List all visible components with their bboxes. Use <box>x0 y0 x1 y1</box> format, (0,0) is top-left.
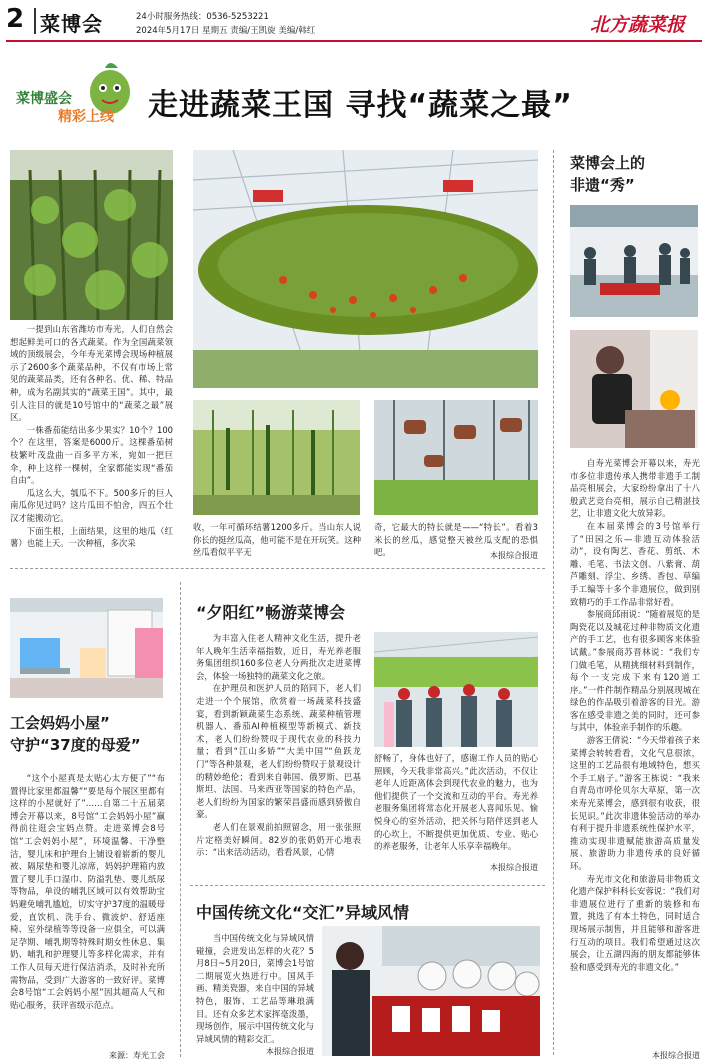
main-paragraph: 瓜这么大，瓠瓜不下。500多斤的巨人南瓜你见过吗？这片瓜田不怕舍，四五个壮汉才能搬动它。 <box>10 487 173 523</box>
mom-credit: 来源：寿光工会 <box>109 1051 165 1060</box>
main-paragraph: 一株番茄能结出多少果实？10个？100个？在这里，答案是6000斤。这棵番茄树枝繁叶茂盘曲一百多平方米，宛如一把巨伞，种上这样一棵树，全家都能实现“番茄自由”。 <box>10 424 173 486</box>
culture-body <box>196 932 314 1047</box>
elderly-col-a <box>196 632 361 882</box>
main-story-col2 <box>193 521 361 561</box>
heritage-credit: 本报综合报道 <box>652 1051 700 1060</box>
mom-paragraph: “这个小屋真是太贴心太方便了”“布置得比家里都温馨”“要是每个展区里都有这样的小屋就好了”……自第二十五届菜博会开幕以来，8号馆“工会妈妈小屋”赢得前往逛会宝妈点赞。走进菜博会8号馆“工会妈妈小屋”，环境温馨、干净整洁，婴儿床和护理台上铺设着崭新的婴儿被、隔尿垫和婴儿凉席，妈妈护理箱内放置了婴儿手口湿巾、防溢乳垫、婴儿纸尿等物品，单设的哺乳区域可以有效帮助宝妈避免哺乳尴尬，切实守护37度的温暖母爱，直饮机、洗手台、微波炉、舒适座椅、室外绿植等等设备一应俱全，可以满足孕期、哺乳期等特殊时期女性休息、集奶、哺乳和护理婴儿等多样化需求，并有工作人员每天进行保洁消杀，及时补充所需物品，受到广大游客的一致好评。菜博会8号馆“工会妈妈小屋”因其超高人气和贴心服务，获评省级示范点。 <box>10 773 165 1010</box>
section-name: 菜博会 <box>40 12 103 36</box>
column-divider <box>180 582 181 1057</box>
elderly-col-b <box>374 752 538 860</box>
heritage-body <box>570 457 700 1053</box>
heritage-paragraph: 寿光市文化和旅游局非物质文化遗产保护科科长安蓉说：“我们对非遗展位进行了重新的装修和布置，挑选了有本土特色，同时适合现场展示制售，并且能够和游客进行互动的项目。我们希望通过这次展会，让五湖四海的朋友都能够体验和感受到寿光的非遗文化。” <box>570 873 700 972</box>
elderly-credit: 本报综合报道 <box>490 863 538 872</box>
masthead <box>0 0 708 42</box>
page-number: 2 <box>6 4 25 34</box>
elderly-paragraph: 为丰富入住老人精神文化生活，提升老年人晚年生活幸福指数，近日，寿光养老服务集团组织160多位老人分两批次走进菜博会，体验一场独特的蔬菜文化之旅。 <box>196 633 361 681</box>
elderly-title: “夕阳红”畅游菜博会 <box>196 603 346 622</box>
expo-logo <box>10 60 145 130</box>
photo-luffa-gourds <box>193 400 360 515</box>
photo-heritage-artisan <box>570 330 698 448</box>
photo-mom-room <box>10 598 163 698</box>
heritage-paragraph: 自寿光菜博会开幕以来，寿光市多位非遗传承人携带非遗手工制品亮相展会，大家纷纷拿出了十八般武艺竞台亮相，展示自己精湛技艺，让非遗文化大放异彩。 <box>570 458 700 519</box>
mom-title-line1: 工会妈妈小屋” <box>10 714 110 732</box>
main-paragraph: 奇，它最大的特长就是——“特长”。看着3米长的丝瓜，感觉整天被丝瓜支配的恐惧吧。 <box>374 522 538 558</box>
main-paragraph: 下面生根，上面结果，这里的地瓜（红薯）也能上天。一次种植，多次采 <box>10 525 173 549</box>
culture-title: 中国传统文化“交汇”异域风情 <box>196 903 410 922</box>
photo-heritage-booth <box>570 205 698 317</box>
main-story-col1 <box>10 323 173 565</box>
culture-credit: 本报综合报道 <box>266 1047 314 1056</box>
photo-sweet-potato <box>374 400 538 515</box>
photo-vine-corridor <box>10 150 173 320</box>
photo-culture-exhibit <box>322 926 540 1056</box>
hotline: 24小时服务热线：0536-5253221 <box>136 12 269 22</box>
logo-line1: 菜博盛会 <box>16 91 72 107</box>
elderly-paragraph: 在护理员和医护人员的陪同下，老人们走进一个个展馆，欣赏着一场蔬菜科技盛宴，看到新颖蔬菜生态系统、蔬菜种植管理机器人、番茄AI种植模型等新模式、新技术，老人们纷纷赞叹于现代农业的科技力量；看到“江山多娇”“大美中国”“鱼跃龙门”等各种景观，老人们纷纷赞叹于景观设计的精妙绝伦；看到来自韩国、俄罗斯、巴基斯坦、法国、马来西亚等国家的特色产品，老人们纷纷为国家的繁荣昌盛而感到骄傲自豪。 <box>196 683 361 820</box>
page-headline: 走进蔬菜王国 寻找“蔬菜之最” <box>148 88 573 123</box>
culture-paragraph: 当中国传统文化与异域风情碰撞，会迸发出怎样的火花？5月8日~5月20日，菜博会1号馆二期展览火热进行中。国风手画、精美瓷器，来自中国的异域特色，服饰、工艺品等琳琅满目。还有众多艺术家挥毫泼墨，现场创作，展示中国传统文化与异域风情的精彩交汇。 <box>196 933 314 1044</box>
masthead-rule <box>6 40 702 42</box>
main-story-credit: 本报综合报道 <box>490 551 538 560</box>
masthead-divider <box>34 8 36 34</box>
paper-name: 北方蔬菜报 <box>590 14 686 36</box>
heritage-paragraph: 参展商邱雨说：“随着展览的是陶瓷花以及城花过种非物质文化遗产的手工艺，也有很多顾客来体验试戴。”参展商苏晋林说：“我们专门做毛笔，从精挑细材料到制作，每个一支完成下来有120道工序。”一件件制作精品分别展现城在绿色的作品吸引着游客的目光。游客在感受非遗之美的同时，还可参与其中，体验亲手制作的乐趣。 <box>570 609 701 733</box>
heritage-title <box>570 152 700 196</box>
heritage-title-line2: 非遗“秀” <box>570 176 635 194</box>
photo-tomato-tree <box>193 150 538 388</box>
elderly-paragraph: 老人们在景观前拍照留念，用一张张照片定格美好瞬间。82岁的张奶奶开心地表示：“出来活动活动，看看风景，心情 <box>196 821 361 858</box>
mom-title <box>10 712 185 756</box>
main-paragraph: 一提到山东省潍坊市寿光，人们自然会想起鲜美可口的各式蔬菜。作为全国蔬菜领域的顶级展会，今年寿光菜博会现场种植展示了2600多个蔬菜品种，不仅有市场上常见的蔬菜品类，还有各种名、优、稀、特品种，成为名副其实的“蔬菜王国”。其中，最引人注目的就是10号馆中的“蔬菜之最”展区。 <box>10 324 173 423</box>
mom-title-line2: 守护“37度的母爱” <box>10 736 141 754</box>
heritage-paragraph: 游客王倩说：“今天带着孩子来菜博会转转看看，文化气息很浓，这里的工艺品很有地域特色，想买个手工扇子。”游客王栋说：“我来自青岛市呼伦贝尔大草原，第一次来寿光菜博会，感到很有收获，很长见识。”此次非遗体验活动的举办有利于提升非遗系统性保护水平，推动实现非遗赋能旅游高质量发展、旅游助力非遗传承的良好循环。 <box>570 735 701 871</box>
main-paragraph: 收，一年可循环结薯1200多斤。当山东人说你长的挺丝瓜高，他可能不是在开玩笑。这种丝瓜看似平平无 <box>193 522 361 558</box>
column-divider <box>553 150 554 1055</box>
photo-elderly-visitors <box>374 632 538 747</box>
elderly-paragraph: 舒畅了，身体也好了，感谢工作人员的贴心照顾，今天我非常高兴。”此次活动，不仅让老年人近距离体会到现代农业的魅力，也为他们提供了一个交流和互动的平台。寿光养老服务集团将常态化开展老人喜闻乐见、愉悦身心的室外活动，把关怀与陪伴送到老人的心坎上，不断提供更加优质、专业、贴心的养老服务，让老年人乐享幸福晚年。 <box>374 753 538 852</box>
date-line: 2024年5月17日 星期五 责编/王凯旋 美编/韩红 <box>136 26 316 36</box>
heritage-paragraph: 在本届菜博会的3号馆举行了“田园之乐—非遗互动体验活动”，设有陶艺、香花、剪纸、木雕、毛笔、书法文创、八紫膏、葫芦雕刻、浮尘、乡绣、香包、草编手工编等十多个非遗展位，做到别致精巧的手工作品非常好看。 <box>570 520 700 607</box>
heritage-title-line1: 菜博会上的 <box>570 154 646 172</box>
mom-body <box>10 772 165 1050</box>
section-divider <box>10 568 545 569</box>
logo-line2: 精彩上线 <box>58 109 114 125</box>
section-divider <box>190 885 545 886</box>
